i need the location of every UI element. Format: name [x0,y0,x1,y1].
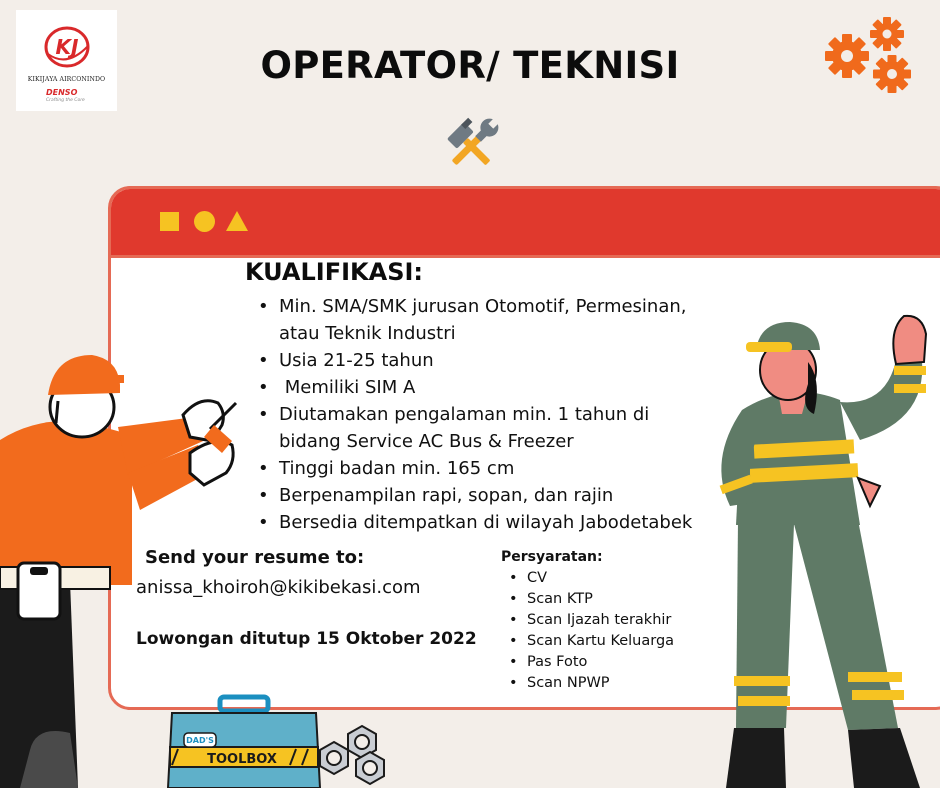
logo-brand: DENSO [46,88,78,97]
list-item: • Bersedia ditempatkan di wilayah Jabodetabek [258,509,738,536]
toolbox-label-line1: DAD'S [186,736,214,745]
list-item: • Scan Kartu Keluarga [509,631,674,652]
list-item: • Diutamakan pengalaman min. 1 tahun di bidang Service AC Bus & Freezer [258,401,738,455]
circle-icon [194,211,215,232]
hex-nuts-icon [300,722,392,788]
logo-tagline: Crafting the Core [46,98,85,103]
qualifications-heading: KUALIFIKASI: [245,258,424,286]
list-item: • CV [509,568,674,589]
toolbox-label-line2: TOOLBOX [207,752,277,767]
hammer-wrench-icon [440,116,502,176]
female-worker-illustration [690,310,940,788]
triangle-icon [226,211,248,231]
list-item: • Berpenampilan rapi, sopan, dan rajin [258,482,738,509]
list-item: • Min. SMA/SMK jurusan Otomotif, Permesinan, atau Teknik Industri [258,293,738,347]
requirements-list [509,568,674,694]
email-address: anissa_khoiroh@kikibekasi.com [136,577,421,598]
list-item: • Scan KTP [509,589,674,610]
requirements-heading: Persyaratan: [501,549,603,565]
list-item: • Scan NPWP [509,673,674,694]
list-item: • Pas Foto [509,652,674,673]
list-item: • Scan Ijazah terakhir [509,610,674,631]
gears-icon [822,14,922,104]
list-item: • Tinggi badan min. 165 cm [258,455,738,482]
card-header-bar [111,189,940,255]
qualifications-list [258,293,738,536]
page-title: OPERATOR/ TEKNISI [260,44,680,87]
deadline-text: Lowongan ditutup 15 Oktober 2022 [136,629,477,649]
square-icon [160,212,179,231]
list-item: • Memiliki SIM A [258,374,738,401]
logo-mark-text: KJ [55,35,79,59]
logo-company-name: KIKIJAYA AIRCONINDO [27,76,106,83]
send-resume-label: Send your resume to: [145,547,365,568]
list-item: • Usia 21-25 tahun [258,347,738,374]
